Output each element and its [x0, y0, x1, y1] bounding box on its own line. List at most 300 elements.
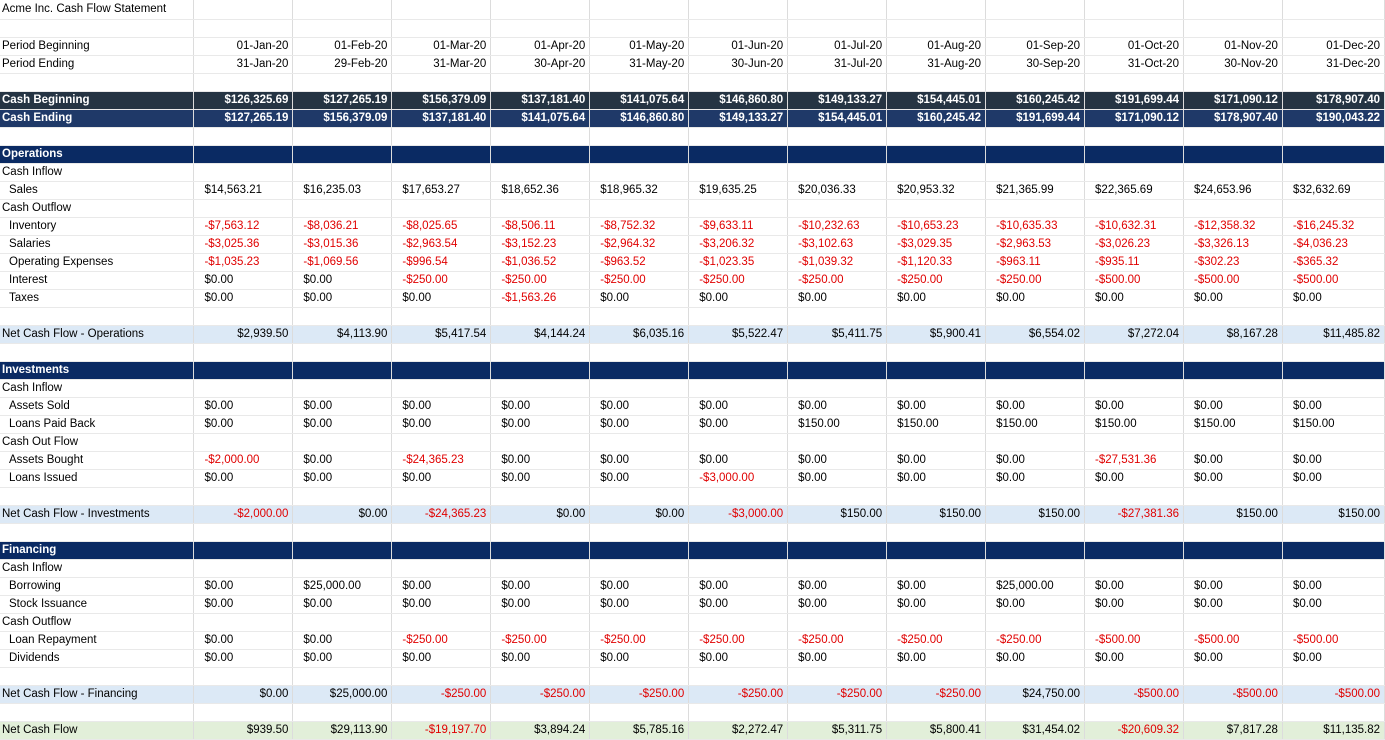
value-cell[interactable]: -$250.00: [590, 631, 689, 649]
value-cell[interactable]: 31-Jul-20: [788, 55, 887, 73]
cell[interactable]: [392, 559, 491, 577]
cell[interactable]: [1183, 703, 1282, 721]
cell[interactable]: [590, 487, 689, 505]
cell[interactable]: [590, 127, 689, 145]
cell[interactable]: [194, 361, 293, 379]
value-cell[interactable]: -$10,232.63: [788, 217, 887, 235]
cell[interactable]: [590, 73, 689, 91]
value-cell[interactable]: $0.00: [293, 649, 392, 667]
value-cell[interactable]: -$8,036.21: [293, 217, 392, 235]
value-cell[interactable]: $0.00: [491, 451, 590, 469]
value-cell[interactable]: $0.00: [788, 649, 887, 667]
cell[interactable]: [392, 199, 491, 217]
cell[interactable]: [1183, 523, 1282, 541]
value-cell[interactable]: $24,653.96: [1183, 181, 1282, 199]
value-cell[interactable]: 31-Jan-20: [194, 55, 293, 73]
value-cell[interactable]: $127,265.19: [293, 91, 392, 109]
cell[interactable]: [1085, 559, 1184, 577]
value-cell[interactable]: $141,075.64: [590, 91, 689, 109]
value-cell[interactable]: 31-Mar-20: [392, 55, 491, 73]
value-cell[interactable]: $0.00: [1183, 289, 1282, 307]
value-cell[interactable]: -$2,964.32: [590, 235, 689, 253]
value-cell[interactable]: $0.00: [788, 451, 887, 469]
cell[interactable]: [1183, 559, 1282, 577]
value-cell[interactable]: 01-Feb-20: [293, 37, 392, 55]
cell[interactable]: [986, 73, 1085, 91]
value-cell[interactable]: -$500.00: [1085, 271, 1184, 289]
cell[interactable]: [689, 307, 788, 325]
cell[interactable]: [887, 613, 986, 631]
cell[interactable]: [590, 163, 689, 181]
value-cell[interactable]: -$2,000.00: [194, 451, 293, 469]
value-cell[interactable]: $150.00: [1183, 415, 1282, 433]
row-label[interactable]: Cash Ending: [0, 109, 194, 127]
cell[interactable]: [689, 163, 788, 181]
cell[interactable]: [392, 19, 491, 37]
cell[interactable]: [0, 523, 194, 541]
value-cell[interactable]: -$250.00: [788, 685, 887, 703]
row-label[interactable]: Loans Paid Back: [0, 415, 194, 433]
value-cell[interactable]: $141,075.64: [491, 109, 590, 127]
cell[interactable]: [689, 145, 788, 163]
value-cell[interactable]: -$3,025.36: [194, 235, 293, 253]
cell[interactable]: [887, 145, 986, 163]
value-cell[interactable]: $0.00: [1085, 577, 1184, 595]
value-cell[interactable]: -$10,632.31: [1085, 217, 1184, 235]
value-cell[interactable]: 01-Apr-20: [491, 37, 590, 55]
cell[interactable]: [194, 0, 293, 19]
value-cell[interactable]: $7,272.04: [1085, 325, 1184, 343]
cell[interactable]: [194, 559, 293, 577]
value-cell[interactable]: $0.00: [986, 397, 1085, 415]
cell[interactable]: [1085, 361, 1184, 379]
value-cell[interactable]: $150.00: [788, 415, 887, 433]
cell[interactable]: [1085, 145, 1184, 163]
value-cell[interactable]: $0.00: [194, 415, 293, 433]
cell[interactable]: [194, 433, 293, 451]
cell[interactable]: [887, 433, 986, 451]
value-cell[interactable]: $5,800.41: [887, 721, 986, 739]
value-cell[interactable]: $156,379.09: [392, 91, 491, 109]
value-cell[interactable]: $0.00: [491, 505, 590, 523]
cell[interactable]: [1282, 379, 1384, 397]
value-cell[interactable]: $32,632.69: [1282, 181, 1384, 199]
cell[interactable]: [986, 379, 1085, 397]
value-cell[interactable]: -$10,653.23: [887, 217, 986, 235]
cell[interactable]: [986, 199, 1085, 217]
cell[interactable]: [194, 541, 293, 559]
cell[interactable]: [788, 379, 887, 397]
row-label[interactable]: Investments: [0, 361, 194, 379]
value-cell[interactable]: -$500.00: [1282, 631, 1384, 649]
value-cell[interactable]: $18,965.32: [590, 181, 689, 199]
value-cell[interactable]: $5,900.41: [887, 325, 986, 343]
cell[interactable]: [194, 613, 293, 631]
cell[interactable]: [590, 667, 689, 685]
cell[interactable]: [788, 523, 887, 541]
cell[interactable]: [788, 163, 887, 181]
value-cell[interactable]: -$9,633.11: [689, 217, 788, 235]
row-label[interactable]: Interest: [0, 271, 194, 289]
cell[interactable]: [1085, 127, 1184, 145]
row-label[interactable]: Acme Inc. Cash Flow Statement: [0, 0, 194, 19]
cell[interactable]: [689, 199, 788, 217]
value-cell[interactable]: -$500.00: [1183, 631, 1282, 649]
value-cell[interactable]: -$3,152.23: [491, 235, 590, 253]
value-cell[interactable]: $5,411.75: [788, 325, 887, 343]
cell[interactable]: [986, 613, 1085, 631]
cell[interactable]: [293, 145, 392, 163]
value-cell[interactable]: 01-Dec-20: [1282, 37, 1384, 55]
cell[interactable]: [1183, 199, 1282, 217]
cell[interactable]: [293, 127, 392, 145]
value-cell[interactable]: $150.00: [887, 415, 986, 433]
cell[interactable]: [689, 361, 788, 379]
cell[interactable]: [1282, 487, 1384, 505]
cell[interactable]: [293, 433, 392, 451]
value-cell[interactable]: 01-Mar-20: [392, 37, 491, 55]
cell[interactable]: [1282, 541, 1384, 559]
cell[interactable]: [491, 433, 590, 451]
cell[interactable]: [293, 379, 392, 397]
row-label[interactable]: Cash Inflow: [0, 379, 194, 397]
value-cell[interactable]: $0.00: [293, 289, 392, 307]
value-cell[interactable]: $25,000.00: [293, 685, 392, 703]
cell[interactable]: [194, 487, 293, 505]
value-cell[interactable]: -$500.00: [1085, 685, 1184, 703]
cell[interactable]: [887, 541, 986, 559]
cell[interactable]: [986, 343, 1085, 361]
value-cell[interactable]: $178,907.40: [1183, 109, 1282, 127]
value-cell[interactable]: $0.00: [1183, 595, 1282, 613]
value-cell[interactable]: -$250.00: [788, 271, 887, 289]
cell[interactable]: [590, 19, 689, 37]
cell[interactable]: [986, 0, 1085, 19]
cell[interactable]: [887, 73, 986, 91]
cell[interactable]: [887, 559, 986, 577]
cell[interactable]: [293, 361, 392, 379]
cell[interactable]: [0, 487, 194, 505]
cell[interactable]: [689, 343, 788, 361]
cell[interactable]: [590, 541, 689, 559]
cell[interactable]: [986, 541, 1085, 559]
value-cell[interactable]: $0.00: [590, 415, 689, 433]
cell[interactable]: [1183, 73, 1282, 91]
cell[interactable]: [788, 433, 887, 451]
value-cell[interactable]: $20,036.33: [788, 181, 887, 199]
cell[interactable]: [788, 73, 887, 91]
cell[interactable]: [689, 667, 788, 685]
cell[interactable]: [1085, 523, 1184, 541]
cell[interactable]: [788, 703, 887, 721]
value-cell[interactable]: $150.00: [1282, 505, 1384, 523]
value-cell[interactable]: $0.00: [293, 415, 392, 433]
value-cell[interactable]: $25,000.00: [293, 577, 392, 595]
value-cell[interactable]: $0.00: [590, 451, 689, 469]
cell[interactable]: [194, 127, 293, 145]
cell[interactable]: [689, 379, 788, 397]
value-cell[interactable]: $7,817.28: [1183, 721, 1282, 739]
value-cell[interactable]: $171,090.12: [1085, 109, 1184, 127]
cell[interactable]: [1183, 433, 1282, 451]
value-cell[interactable]: $0.00: [293, 595, 392, 613]
value-cell[interactable]: $126,325.69: [194, 91, 293, 109]
value-cell[interactable]: $4,113.90: [293, 325, 392, 343]
value-cell[interactable]: $0.00: [491, 577, 590, 595]
value-cell[interactable]: $5,522.47: [689, 325, 788, 343]
value-cell[interactable]: $5,417.54: [392, 325, 491, 343]
value-cell[interactable]: 31-May-20: [590, 55, 689, 73]
cell[interactable]: [689, 541, 788, 559]
cell[interactable]: [788, 487, 887, 505]
cell[interactable]: [1282, 307, 1384, 325]
cell[interactable]: [1282, 703, 1384, 721]
cell[interactable]: [1085, 19, 1184, 37]
value-cell[interactable]: -$19,197.70: [392, 721, 491, 739]
value-cell[interactable]: $0.00: [788, 289, 887, 307]
cell[interactable]: [887, 127, 986, 145]
value-cell[interactable]: $0.00: [788, 397, 887, 415]
cell[interactable]: [590, 343, 689, 361]
value-cell[interactable]: $0.00: [788, 469, 887, 487]
value-cell[interactable]: $5,785.16: [590, 721, 689, 739]
value-cell[interactable]: -$250.00: [887, 685, 986, 703]
row-label[interactable]: Cash Outflow: [0, 613, 194, 631]
value-cell[interactable]: -$250.00: [986, 271, 1085, 289]
cell[interactable]: [1282, 0, 1384, 19]
cell[interactable]: [392, 145, 491, 163]
cell[interactable]: [788, 667, 887, 685]
value-cell[interactable]: $0.00: [887, 469, 986, 487]
value-cell[interactable]: $20,953.32: [887, 181, 986, 199]
value-cell[interactable]: $190,043.22: [1282, 109, 1384, 127]
cell[interactable]: [1183, 613, 1282, 631]
value-cell[interactable]: -$250.00: [887, 631, 986, 649]
value-cell[interactable]: -$3,102.63: [788, 235, 887, 253]
cell[interactable]: [1282, 667, 1384, 685]
cell[interactable]: [788, 19, 887, 37]
cell[interactable]: [1085, 343, 1184, 361]
cell[interactable]: [788, 145, 887, 163]
cell[interactable]: [0, 667, 194, 685]
cell[interactable]: [392, 613, 491, 631]
value-cell[interactable]: -$3,015.36: [293, 235, 392, 253]
cell[interactable]: [788, 307, 887, 325]
cell[interactable]: [590, 199, 689, 217]
value-cell[interactable]: -$27,531.36: [1085, 451, 1184, 469]
cell[interactable]: [491, 559, 590, 577]
cell[interactable]: [1282, 613, 1384, 631]
cell[interactable]: [0, 703, 194, 721]
value-cell[interactable]: $0.00: [392, 595, 491, 613]
cell[interactable]: [887, 361, 986, 379]
cell[interactable]: [491, 145, 590, 163]
value-cell[interactable]: -$1,023.35: [689, 253, 788, 271]
cell[interactable]: [986, 559, 1085, 577]
cell[interactable]: [194, 145, 293, 163]
cell[interactable]: [293, 541, 392, 559]
value-cell[interactable]: -$500.00: [1282, 685, 1384, 703]
value-cell[interactable]: -$500.00: [1282, 271, 1384, 289]
cell[interactable]: [590, 145, 689, 163]
value-cell[interactable]: -$935.11: [1085, 253, 1184, 271]
row-label[interactable]: Operations: [0, 145, 194, 163]
cell[interactable]: [1085, 487, 1184, 505]
value-cell[interactable]: -$16,245.32: [1282, 217, 1384, 235]
value-cell[interactable]: $150.00: [1183, 505, 1282, 523]
value-cell[interactable]: -$250.00: [491, 685, 590, 703]
cell[interactable]: [194, 523, 293, 541]
value-cell[interactable]: $0.00: [1085, 469, 1184, 487]
cell[interactable]: [1085, 73, 1184, 91]
cell[interactable]: [0, 127, 194, 145]
value-cell[interactable]: 01-Jun-20: [689, 37, 788, 55]
value-cell[interactable]: $0.00: [689, 397, 788, 415]
value-cell[interactable]: -$8,752.32: [590, 217, 689, 235]
cell[interactable]: [293, 559, 392, 577]
cell[interactable]: [887, 0, 986, 19]
cell[interactable]: [194, 379, 293, 397]
value-cell[interactable]: $150.00: [986, 415, 1085, 433]
value-cell[interactable]: $0.00: [590, 505, 689, 523]
cell[interactable]: [293, 199, 392, 217]
cell[interactable]: [1085, 163, 1184, 181]
cell[interactable]: [293, 523, 392, 541]
cell[interactable]: [689, 703, 788, 721]
row-label[interactable]: Net Cash Flow: [0, 721, 194, 739]
row-label[interactable]: Period Beginning: [0, 37, 194, 55]
cell[interactable]: [887, 163, 986, 181]
value-cell[interactable]: -$27,381.36: [1085, 505, 1184, 523]
value-cell[interactable]: $127,265.19: [194, 109, 293, 127]
cell[interactable]: [1282, 361, 1384, 379]
value-cell[interactable]: $149,133.27: [689, 109, 788, 127]
cell[interactable]: [986, 361, 1085, 379]
row-label[interactable]: Inventory: [0, 217, 194, 235]
value-cell[interactable]: $6,554.02: [986, 325, 1085, 343]
cell[interactable]: [887, 487, 986, 505]
value-cell[interactable]: -$250.00: [491, 631, 590, 649]
value-cell[interactable]: -$1,035.23: [194, 253, 293, 271]
cell[interactable]: [1183, 667, 1282, 685]
value-cell[interactable]: 01-Jan-20: [194, 37, 293, 55]
value-cell[interactable]: -$3,206.32: [689, 235, 788, 253]
value-cell[interactable]: $137,181.40: [392, 109, 491, 127]
cell[interactable]: [986, 163, 1085, 181]
value-cell[interactable]: $191,699.44: [1085, 91, 1184, 109]
cell[interactable]: [0, 19, 194, 37]
value-cell[interactable]: $0.00: [1085, 649, 1184, 667]
cell[interactable]: [1183, 127, 1282, 145]
value-cell[interactable]: -$250.00: [491, 271, 590, 289]
cell[interactable]: [392, 703, 491, 721]
cell[interactable]: [590, 433, 689, 451]
cell[interactable]: [887, 343, 986, 361]
value-cell[interactable]: $14,563.21: [194, 181, 293, 199]
value-cell[interactable]: $0.00: [887, 397, 986, 415]
row-label[interactable]: Cash Out Flow: [0, 433, 194, 451]
value-cell[interactable]: -$250.00: [590, 685, 689, 703]
value-cell[interactable]: $24,750.00: [986, 685, 1085, 703]
value-cell[interactable]: $0.00: [986, 595, 1085, 613]
cell[interactable]: [590, 613, 689, 631]
value-cell[interactable]: 29-Feb-20: [293, 55, 392, 73]
cell[interactable]: [1183, 163, 1282, 181]
row-label[interactable]: Net Cash Flow - Investments: [0, 505, 194, 523]
value-cell[interactable]: $156,379.09: [293, 109, 392, 127]
value-cell[interactable]: -$250.00: [392, 631, 491, 649]
row-label[interactable]: Dividends: [0, 649, 194, 667]
value-cell[interactable]: $4,144.24: [491, 325, 590, 343]
value-cell[interactable]: $22,365.69: [1085, 181, 1184, 199]
value-cell[interactable]: 01-Oct-20: [1085, 37, 1184, 55]
cell[interactable]: [887, 523, 986, 541]
cell[interactable]: [293, 703, 392, 721]
value-cell[interactable]: 01-Sep-20: [986, 37, 1085, 55]
value-cell[interactable]: $0.00: [689, 577, 788, 595]
cell[interactable]: [986, 307, 1085, 325]
value-cell[interactable]: $0.00: [491, 415, 590, 433]
value-cell[interactable]: $8,167.28: [1183, 325, 1282, 343]
value-cell[interactable]: $150.00: [1085, 415, 1184, 433]
cell[interactable]: [392, 523, 491, 541]
value-cell[interactable]: $25,000.00: [986, 577, 1085, 595]
value-cell[interactable]: $0.00: [293, 505, 392, 523]
value-cell[interactable]: $3,894.24: [491, 721, 590, 739]
cell[interactable]: [590, 307, 689, 325]
value-cell[interactable]: $150.00: [887, 505, 986, 523]
cell[interactable]: [392, 0, 491, 19]
value-cell[interactable]: -$24,365.23: [392, 505, 491, 523]
cell[interactable]: [491, 307, 590, 325]
cell[interactable]: [590, 379, 689, 397]
value-cell[interactable]: -$250.00: [392, 271, 491, 289]
value-cell[interactable]: $160,245.42: [887, 109, 986, 127]
cell[interactable]: [293, 487, 392, 505]
value-cell[interactable]: -$302.23: [1183, 253, 1282, 271]
value-cell[interactable]: -$250.00: [392, 685, 491, 703]
value-cell[interactable]: 31-Oct-20: [1085, 55, 1184, 73]
value-cell[interactable]: -$1,563.26: [491, 289, 590, 307]
value-cell[interactable]: $0.00: [986, 649, 1085, 667]
value-cell[interactable]: $0.00: [194, 685, 293, 703]
cell[interactable]: [293, 163, 392, 181]
value-cell[interactable]: $149,133.27: [788, 91, 887, 109]
value-cell[interactable]: $0.00: [392, 469, 491, 487]
value-cell[interactable]: $0.00: [986, 289, 1085, 307]
value-cell[interactable]: $150.00: [788, 505, 887, 523]
cell[interactable]: [0, 307, 194, 325]
value-cell[interactable]: $0.00: [392, 577, 491, 595]
value-cell[interactable]: $0.00: [1085, 397, 1184, 415]
value-cell[interactable]: -$500.00: [1183, 271, 1282, 289]
row-label[interactable]: Cash Inflow: [0, 559, 194, 577]
cell[interactable]: [1282, 523, 1384, 541]
cell[interactable]: [887, 307, 986, 325]
value-cell[interactable]: -$1,069.56: [293, 253, 392, 271]
value-cell[interactable]: $0.00: [194, 469, 293, 487]
value-cell[interactable]: $0.00: [1282, 577, 1384, 595]
value-cell[interactable]: -$996.54: [392, 253, 491, 271]
value-cell[interactable]: -$963.11: [986, 253, 1085, 271]
cell[interactable]: [1183, 361, 1282, 379]
value-cell[interactable]: $16,235.03: [293, 181, 392, 199]
row-label[interactable]: Cash Inflow: [0, 163, 194, 181]
cell[interactable]: [788, 343, 887, 361]
cell[interactable]: [194, 343, 293, 361]
cell[interactable]: [293, 613, 392, 631]
cell[interactable]: [491, 19, 590, 37]
